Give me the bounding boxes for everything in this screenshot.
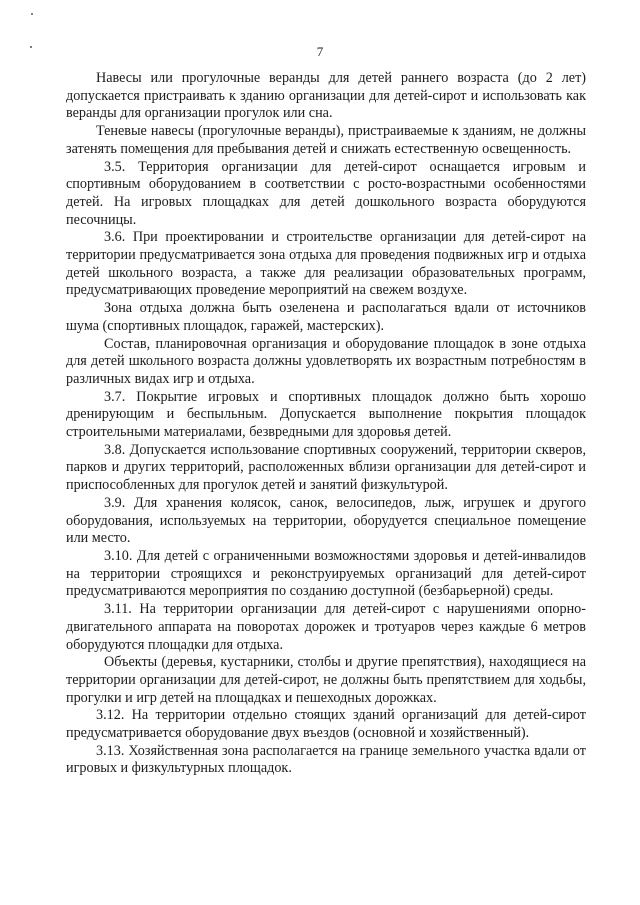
paragraph-obstacles: Объекты (деревья, кустарники, столбы и другие препятствия), находящиеся на территории организации для детей-сирот, не должны быть препятствием для ходьбы, прогулки и игр детей на площадках и пешеходных дорожках. [66,654,586,706]
paragraph-rest-zone: Зона отдыха должна быть озеленена и располагаться вдали от источников шума (спортивных площадок, гаражей, мастерских). [66,300,586,334]
paragraph-3-12: 3.12. На территории отдельно стоящих зданий организаций для детей-сирот предусматривается оборудование двух въездов (основной и хозяйственный). [66,707,586,742]
paragraph-shade-canopies: Теневые навесы (прогулочные веранды), пристраиваемые к зданиям, не должны затенять помещения для пребывания детей и снижать естественную освещенность. [66,123,586,157]
paragraph-canopies: Навесы или прогулочные веранды для детей раннего возраста (до 2 лет) допускается пристраивать к зданию организации для детей-сирот и использовать как веранды для организации прогулок или сна. [66,70,586,122]
paragraph-3-5: 3.5. Территория организации для детей-сирот оснащается игровым и спортивным оборудованием в соответствии с росто-возрастными особенностями детей. На игровых площадках для детей дошкольного возраста оборудуются песочницы. [66,158,586,228]
paragraph-3-13: 3.13. Хозяйственная зона располагается на границе земельного участка вдали от игровых и физкультурных площадок. [66,742,586,777]
paragraph-3-10: 3.10. Для детей с ограниченными возможностями здоровья и детей-инвалидов на территории строящихся и реконструируемых организаций для детей-сирот предусматриваются мероприятия по созданию доступной (безбарьерной) среды. [66,547,586,600]
paragraph-3-8: 3.8. Допускается использование спортивных сооружений, территории скверов, парков и других территорий, расположенных вблизи организации для детей-сирот и приспособленных для прогулок детей и занятий физкультурой. [66,441,586,494]
document-body [66,70,586,778]
paragraph-rest-zone-layout: Состав, планировочная организация и оборудование площадок в зоне отдыха для детей школьного возраста должны удовлетворять их возрастным потребностям в различных видах игр и отдыха. [66,335,586,387]
paragraph-3-9: 3.9. Для хранения колясок, санок, велосипедов, лыж, игрушек и другого оборудования, используемых на территории, оборудуется специальное помещение или место. [66,494,586,547]
paragraph-3-11: 3.11. На территории организации для детей-сирот с нарушениями опорно-двигательного аппарата на поворотах дорожек и тротуаров через каждые 6 метров оборудуются площадки для отдыха. [66,601,586,653]
paragraph-3-7: 3.7. Покрытие игровых и спортивных площадок должно быть хорошо дренирующим и беспыльным. Допускается выполнение покрытия площадок строительными материалами, безвредными для здоровья детей. [66,388,586,441]
page-number: 7 [316,44,324,59]
paragraph-3-6: 3.6. При проектировании и строительстве организации для детей-сирот на территории предусматривается зона отдыха для проведения подвижных игр и отдыха детей школьного возраста, а также для реализации образовательных программ, предусматривающих проведение мероприятий на свежем воздухе. [66,229,586,299]
scan-speck [31,13,33,15]
